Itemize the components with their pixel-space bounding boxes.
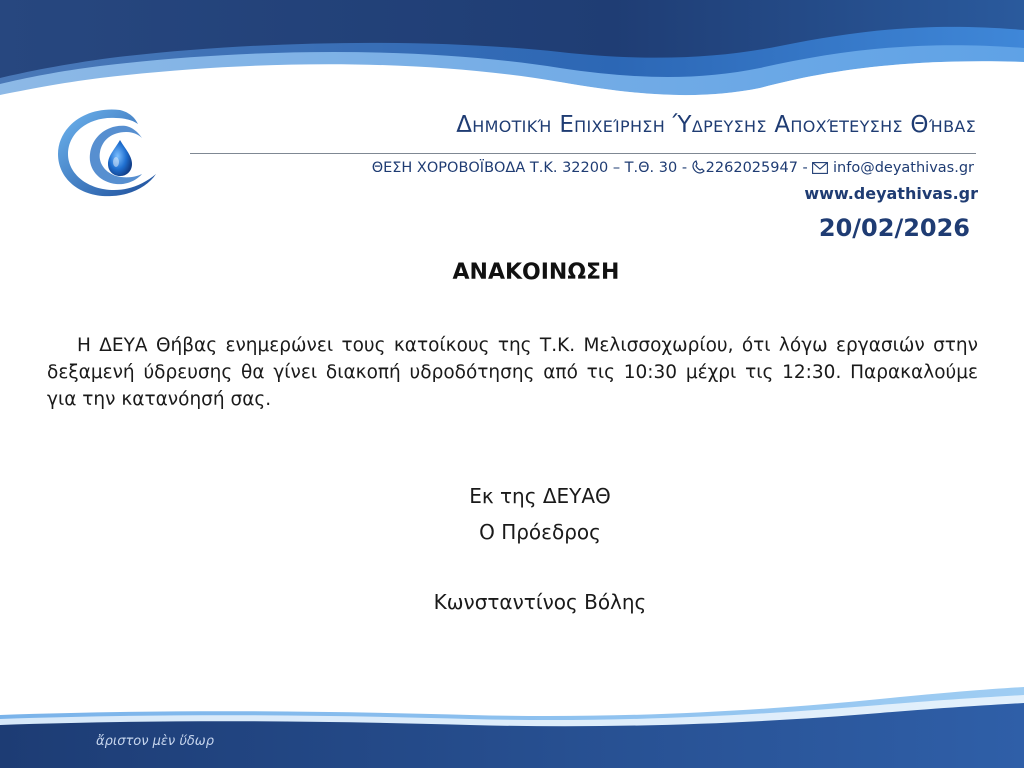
signature-name: Κωνσταντίνος Βόλης: [433, 590, 647, 614]
header-divider: [190, 153, 976, 154]
header-wave-decoration: [0, 0, 1024, 110]
signature-issuer: Εκ της ΔΕΥΑΘ: [469, 484, 611, 508]
signature-role: Ο Πρόεδρος: [479, 520, 601, 544]
email-link[interactable]: info@deyathivas.gr: [833, 160, 974, 176]
logo-water-drop: [52, 104, 164, 200]
address-text: ΘΕΣΗ ΧΟΡΟΒΟΪΒΟΔΑ Τ.Κ. 32200 – Τ.Θ. 30 -: [371, 160, 692, 176]
announcement-body: Η ΔΕΥΑ Θήβας ενημερώνει τους κατοίκους της Τ.Κ. Μελισσοχωρίου, ότι λόγω εργασιών στην δεξαμενή ύδρευσης θα γίνει διακοπή υδροδότησης από τις 10:30 μέχρι τις 12:30. Παρακαλούμε για την κατανόησή σας.: [47, 335, 978, 410]
organization-name: Δημοτική Επιχείρηση Ύδρευσης Αποχέτευσης Θήβας: [456, 112, 976, 138]
phone-number: 2262025947 -: [705, 160, 808, 176]
phone-icon: [692, 160, 706, 178]
announcement-date: 20/02/2026: [818, 214, 970, 242]
website-link[interactable]: www.deyathivas.gr: [804, 184, 978, 203]
mail-icon: [812, 162, 828, 178]
announcement-title: ΑΝΑΚΟΙΝΩΣΗ: [452, 260, 620, 285]
contact-info-line: [190, 160, 974, 178]
footer-motto: ἄριστον μὲν ὕδωρ: [96, 734, 214, 749]
footer-wave-decoration: [0, 685, 1024, 768]
